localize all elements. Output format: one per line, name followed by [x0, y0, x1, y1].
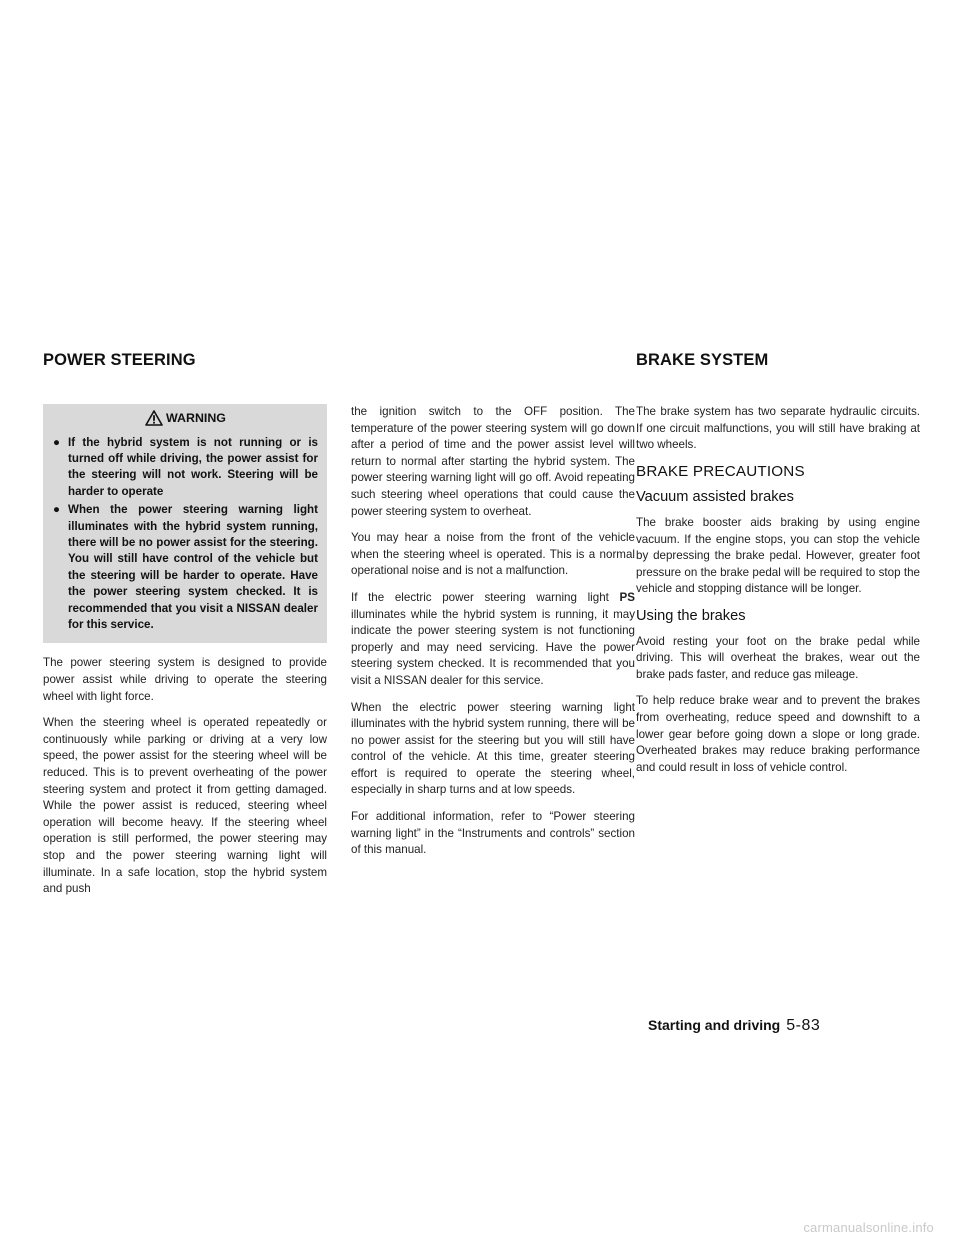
warning-box — [43, 404, 327, 643]
warning-icon — [145, 410, 163, 426]
paragraph: The brake system has two separate hydraulic circuits. If one circuit malfunctions, you will still have braking at two wheels. — [636, 405, 920, 452]
warning-title-text: WARNING — [166, 411, 226, 425]
warning-item — [53, 435, 318, 501]
paragraph: When the steering wheel is operated repeatedly or continuously while parking or driving at a very low speed, the power assist for the steering wheel will be reduced. This is to prevent overheating of the power steering system and protect it from getting damaged. While the power assist is reduced, steering wheel operation will become heavy. If the steering wheel operation is still performed, the power steering may stop and the power steering warning light will illuminate. In a safe location, stop the hybrid system and push — [43, 716, 327, 896]
paragraph: For additional information, refer to “Power steering warning light” in the “Instruments and controls” section of this manual. — [351, 810, 635, 857]
paragraph: To help reduce brake wear and to prevent the brakes from overheating, reduce speed and downshift to a lower gear before going down a slope or long grade. Overheated brakes may reduce braking performance and could result in loss of vehicle control. — [636, 694, 920, 774]
warning-item-text: When the power steering warning light illuminates with the hybrid system running, there will be no power assist for the steering. You will still have control of the vehicle but the steering will be harder to operate. Have the power steering system checked. It is recommended that you visit a NISSAN dealer for this service. — [68, 503, 318, 632]
warning-title — [53, 410, 318, 427]
paragraph: The power steering system is designed to provide power assist while driving to operate the steering wheel with light force. — [43, 656, 327, 703]
power-steering-heading: POWER STEERING — [43, 351, 196, 369]
watermark: carmanualsonline.info — [803, 1220, 934, 1235]
footer-section-title: Starting and driving — [648, 1017, 781, 1033]
warning-item — [53, 502, 318, 633]
page-number: 5-83 — [786, 1017, 821, 1034]
paragraph — [351, 590, 635, 690]
paragraph: You may hear a noise from the front of the vehicle when the steering wheel is operated. This is a normal operational noise and is not a malfunction. — [351, 531, 635, 578]
page-footer — [648, 1017, 820, 1035]
column-middle — [351, 404, 635, 869]
paragraph-text: illuminates while the hybrid system is running, it may indicate the power steering system is not functioning properly and may need servicing. Have the power steering system checked. It is recommended that you visit a NISSAN dealer for this service. — [351, 607, 635, 687]
using-brakes-heading: Using the brakes — [636, 607, 746, 624]
vacuum-brakes-heading: Vacuum assisted brakes — [636, 489, 794, 506]
warning-item-text: If the hybrid system is not running or is turned off while driving, the power assist for the steering will not work. Steering will be harder to operate — [68, 435, 318, 498]
paragraph: Avoid resting your foot on the brake pedal while driving. This will overheat the brakes, wear out the brake pads faster, and reduce gas mileage. — [636, 634, 920, 681]
column-left — [43, 404, 327, 908]
ps-warning-label: PS — [619, 590, 635, 604]
bullet-icon: ● — [53, 503, 61, 517]
brake-precautions-heading: BRAKE PRECAUTIONS — [636, 462, 805, 480]
paragraph: the ignition switch to the OFF position. The temperature of the power steering system will go down after a period of time and the power assist level will return to normal after starting the hybrid system. The power steering warning light will go off. Avoid repeating such steering wheel operations that could cause the power steering system to overheat. — [351, 405, 635, 518]
column-right — [636, 404, 920, 786]
paragraph: The brake booster aids braking by using engine vacuum. If the engine stops, you can stop the vehicle by depressing the brake pedal. However, greater foot pressure on the brake pedal will be required to stop the vehicle and stopping distance will be longer. — [636, 515, 920, 596]
warning-list — [53, 435, 318, 634]
brake-system-heading: BRAKE SYSTEM — [636, 351, 769, 369]
bullet-icon: ● — [53, 435, 61, 449]
paragraph: When the electric power steering warning light illuminates with the hybrid system running, there will be no power assist for the steering but you will still have control of the vehicle. At this time, greater steering effort is required to operate the steering wheel, especially in sharp turns and at low speeds. — [351, 700, 635, 797]
paragraph-text: If the electric power steering warning light — [351, 590, 609, 604]
